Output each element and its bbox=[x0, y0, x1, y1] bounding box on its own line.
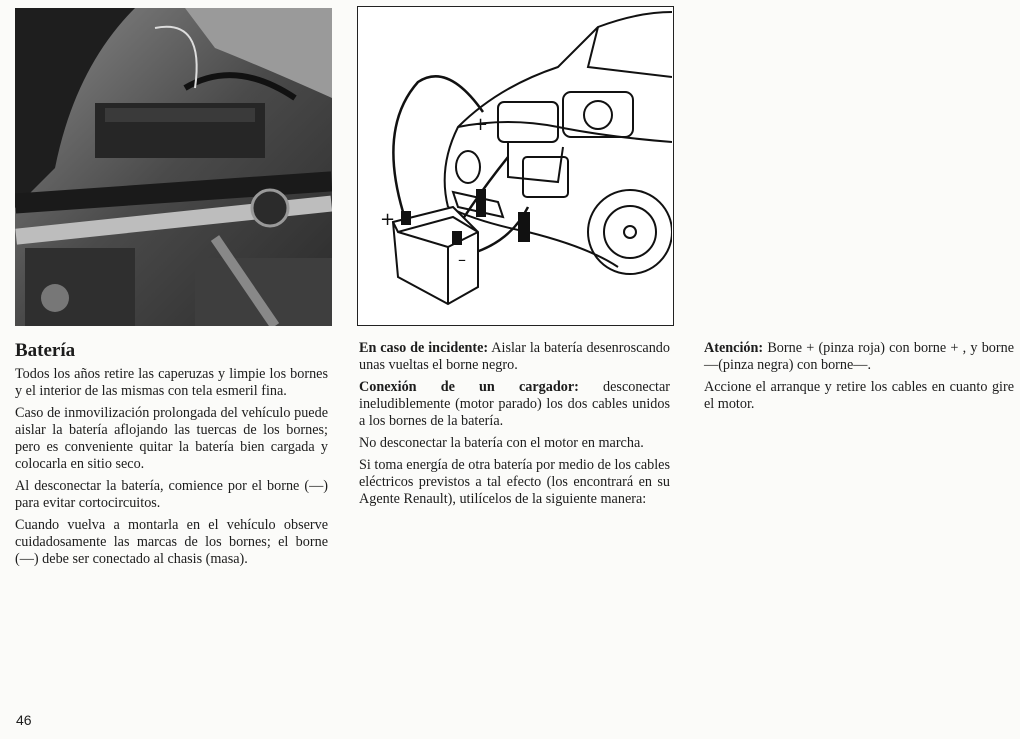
battery-photo bbox=[15, 8, 332, 326]
bold-label: Conexión de un cargador: bbox=[359, 379, 579, 395]
paragraph: Caso de inmovilización prolongada del vehículo puede aislar la batería aflojando las tuercas de los bornes; pero es conveniente quitar la batería bien cargada y colocarla en sitio seco. bbox=[15, 405, 328, 472]
page-number: 46 bbox=[16, 712, 32, 728]
paragraph: Cuando vuelva a montarla en el vehículo observe cuidadosamente las marcas de los bornes; el borne (—) debe ser conectado al chasis (masa). bbox=[15, 517, 328, 567]
paragraph bbox=[359, 340, 670, 374]
section-heading: Batería bbox=[15, 340, 76, 361]
column-attention bbox=[704, 340, 1014, 418]
paragraph-text: desconectar ineludiblemente (motor parado) los dos cables unidos a los bornes de la batería. bbox=[359, 379, 670, 429]
column-incident bbox=[359, 340, 670, 513]
paragraph bbox=[704, 340, 1014, 374]
jump-start-illustration bbox=[357, 6, 674, 326]
plus-label-left: + bbox=[380, 209, 396, 230]
paragraph bbox=[359, 379, 670, 430]
car-battery-drawing bbox=[358, 7, 672, 324]
battery-photo-drawing bbox=[15, 8, 332, 326]
plus-label-top: + bbox=[473, 114, 489, 135]
paragraph: Accione el arranque y retire los cables en cuanto gire el motor. bbox=[704, 379, 1014, 412]
paragraph-text: Aislar la batería desenroscando unas vueltas el borne negro. bbox=[359, 340, 670, 373]
bold-label: Atención: bbox=[704, 340, 764, 356]
bold-label: En caso de incidente: bbox=[359, 340, 489, 356]
paragraph: No desconectar la batería con el motor en marcha. bbox=[359, 435, 644, 451]
paragraph: Al desconectar la batería, comience por el borne (—) para evitar cortocircuitos. bbox=[15, 478, 328, 511]
minus-label: – bbox=[458, 250, 466, 269]
paragraph-text: Borne + (pinza roja) con borne + , y borne—(pinza negra) con borne—. bbox=[704, 340, 1014, 373]
column-battery bbox=[15, 340, 328, 573]
paragraph: Todos los años retire las caperuzas y limpie los bornes y el interior de las mismas con tela esmeril fina. bbox=[15, 366, 328, 399]
paragraph: Si toma energía de otra batería por medio de los cables eléctricos previstos a tal efecto (los encontrará en su Agente Renault), utilícelos de la siguiente manera: bbox=[359, 457, 670, 507]
